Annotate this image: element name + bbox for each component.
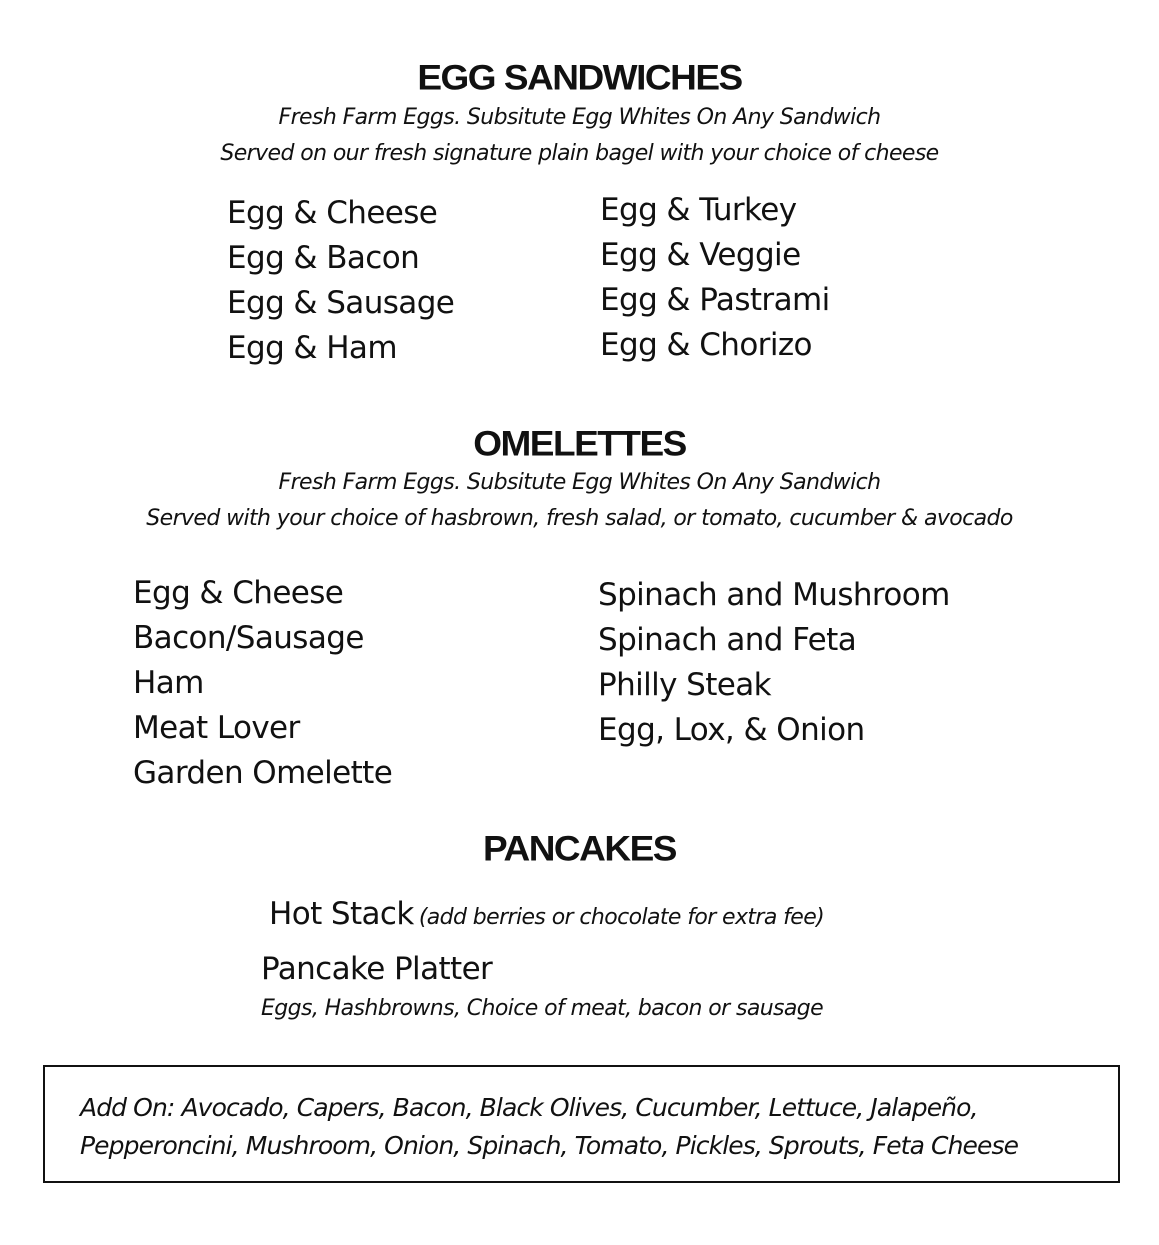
menu-item: Egg & Chorizo	[600, 327, 812, 363]
menu-item: Egg & Veggie	[600, 237, 801, 273]
egg-sandwiches-subtitle-1: Fresh Farm Eggs. Subsitute Egg Whites On Any Sandwich	[278, 105, 881, 130]
menu-item: Egg, Lox, & Onion	[598, 712, 865, 748]
menu-item: Philly Steak	[598, 667, 772, 703]
hot-stack-name: Hot Stack	[269, 896, 414, 932]
hot-stack-note: (add berries or chocolate for extra fee)	[418, 905, 825, 930]
menu-item: Garden Omelette	[133, 755, 393, 791]
omelettes-subtitle-1: Fresh Farm Eggs. Subsitute Egg Whites On Any Sandwich	[278, 470, 881, 495]
menu-item: Spinach and Feta	[598, 622, 857, 658]
pancakes-heading: PANCAKES	[483, 829, 676, 868]
pancake-platter-description: Eggs, Hashbrowns, Choice of meat, bacon or sausage	[261, 996, 824, 1021]
add-on-box	[43, 1065, 1120, 1183]
egg-sandwiches-subtitle-2: Served on our fresh signature plain bagel with your choice of cheese	[220, 141, 939, 166]
menu-item: Ham	[133, 665, 204, 701]
menu-item: Egg & Ham	[227, 330, 397, 366]
menu-item: Meat Lover	[133, 710, 300, 746]
menu-item: Egg & Sausage	[227, 285, 455, 321]
omelettes-left-list	[133, 571, 392, 796]
add-on-line-2: Pepperoncini, Mushroom, Onion, Spinach, Tomato, Pickles, Sprouts, Feta Cheese	[80, 1131, 1019, 1160]
egg-sandwiches-left-list	[227, 191, 454, 371]
menu-item: Bacon/Sausage	[133, 620, 364, 656]
menu-item: Egg & Cheese	[227, 195, 438, 231]
menu-item: Spinach and Mushroom	[598, 577, 950, 613]
menu-item: Egg & Bacon	[227, 240, 420, 276]
egg-sandwiches-heading: EGG SANDWICHES	[417, 58, 742, 97]
egg-sandwiches-right-list	[600, 188, 830, 368]
omelettes-right-list	[598, 573, 950, 753]
hot-stack-line	[269, 896, 825, 932]
add-on-text	[80, 1089, 1110, 1165]
menu-item: Egg & Cheese	[133, 575, 344, 611]
menu-item: Egg & Turkey	[600, 192, 797, 228]
add-on-line-1: Add On: Avocado, Capers, Bacon, Black Olives, Cucumber, Lettuce, Jalapeño,	[80, 1093, 978, 1122]
omelettes-subtitle-2: Served with your choice of hasbrown, fresh salad, or tomato, cucumber & avocado	[146, 506, 1013, 531]
menu-item: Egg & Pastrami	[600, 282, 830, 318]
pancake-platter-name: Pancake Platter	[261, 951, 493, 987]
omelettes-heading: OMELETTES	[473, 424, 686, 463]
